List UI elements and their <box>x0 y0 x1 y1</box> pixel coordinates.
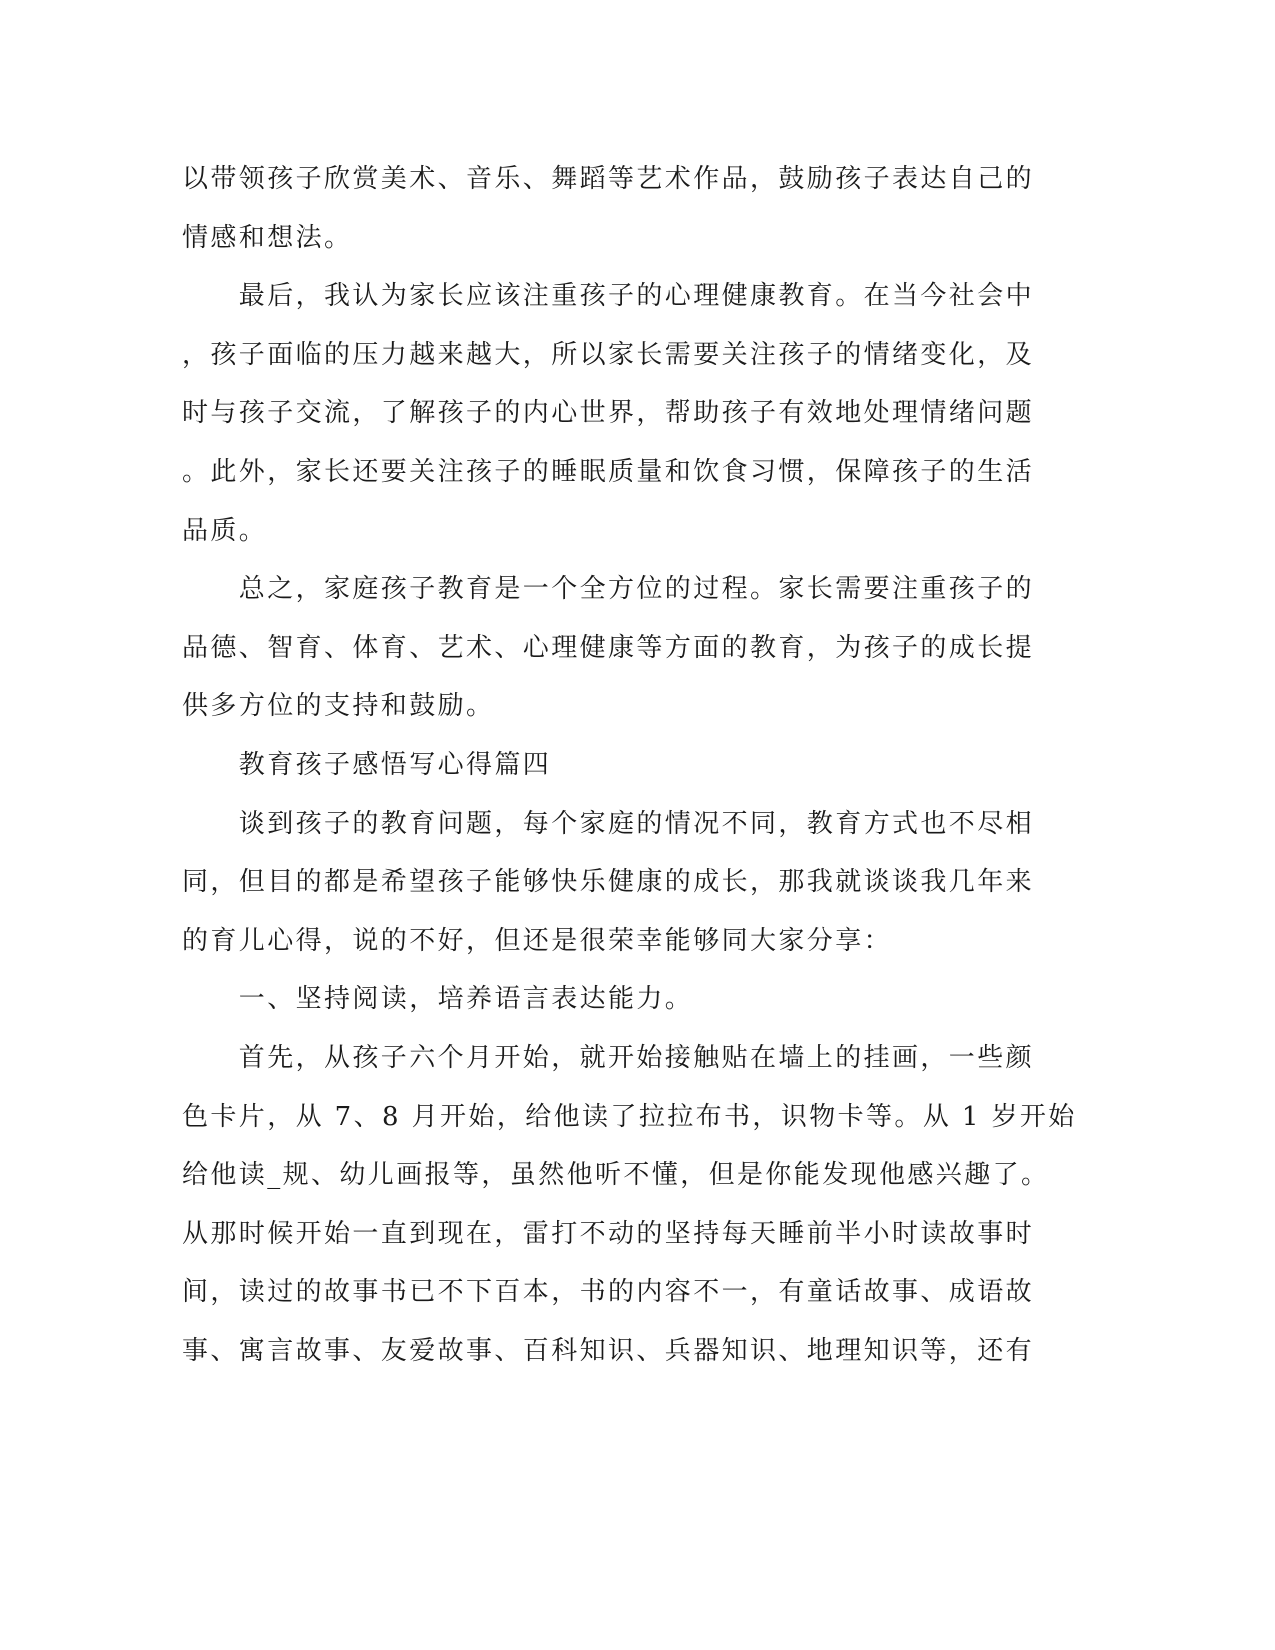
text-line: 时与孩子交流，了解孩子的内心世界，帮助孩子有效地处理情绪问题 <box>182 398 1035 429</box>
section-heading: 教育孩子感悟写心得篇四 <box>182 749 552 780</box>
text-line: 供多方位的支持和鼓励。 <box>182 691 495 722</box>
text-line: 同，但目的都是希望孩子能够快乐健康的成长，那我就谈谈我几年来 <box>182 867 1035 898</box>
body-text <box>182 150 1077 1380</box>
text-line: 事、寓言故事、友爱故事、百科知识、兵器知识、地理知识等，还有 <box>182 1335 1035 1366</box>
text-line: 最后，我认为家长应该注重孩子的心理健康教育。在当今社会中 <box>182 281 1035 312</box>
text-line: 品质。 <box>182 515 268 546</box>
text-line: 从那时候开始一直到现在，雷打不动的坚持每天睡前半小时读故事时 <box>182 1218 1035 1249</box>
text-line: 。此外，家长还要关注孩子的睡眠质量和饮食习惯，保障孩子的生活 <box>182 456 1035 487</box>
text-line: 品德、智育、体育、艺术、心理健康等方面的教育，为孩子的成长提 <box>182 632 1035 663</box>
text-line: 谈到孩子的教育问题，每个家庭的情况不同，教育方式也不尽相 <box>182 808 1035 839</box>
text-line: 首先，从孩子六个月开始，就开始接触贴在墙上的挂画，一些颜 <box>182 1042 1035 1073</box>
text-line: 的育儿心得，说的不好，但还是很荣幸能够同大家分享： <box>182 925 893 956</box>
text-line: 情感和想法。 <box>182 222 353 253</box>
text-line: ，孩子面临的压力越来越大，所以家长需要关注孩子的情绪变化，及 <box>182 339 1035 370</box>
text-line: 色卡片，从 7、8 月开始，给他读了拉拉布书，识物卡等。从 1 岁开始 <box>182 1101 1077 1132</box>
text-line: 给他读_规、幼儿画报等，虽然他听不懂，但是你能发现他感兴趣了。 <box>182 1160 1050 1191</box>
text-line: 以带领孩子欣赏美术、音乐、舞蹈等艺术作品，鼓励孩子表达自己的 <box>182 164 1035 194</box>
list-heading: 一、坚持阅读，培养语言表达能力。 <box>182 984 694 1015</box>
text-line: 间，读过的故事书已不下百本，书的内容不一，有童话故事、成语故 <box>182 1277 1035 1308</box>
text-line: 总之，家庭孩子教育是一个全方位的过程。家长需要注重孩子的 <box>182 574 1035 605</box>
